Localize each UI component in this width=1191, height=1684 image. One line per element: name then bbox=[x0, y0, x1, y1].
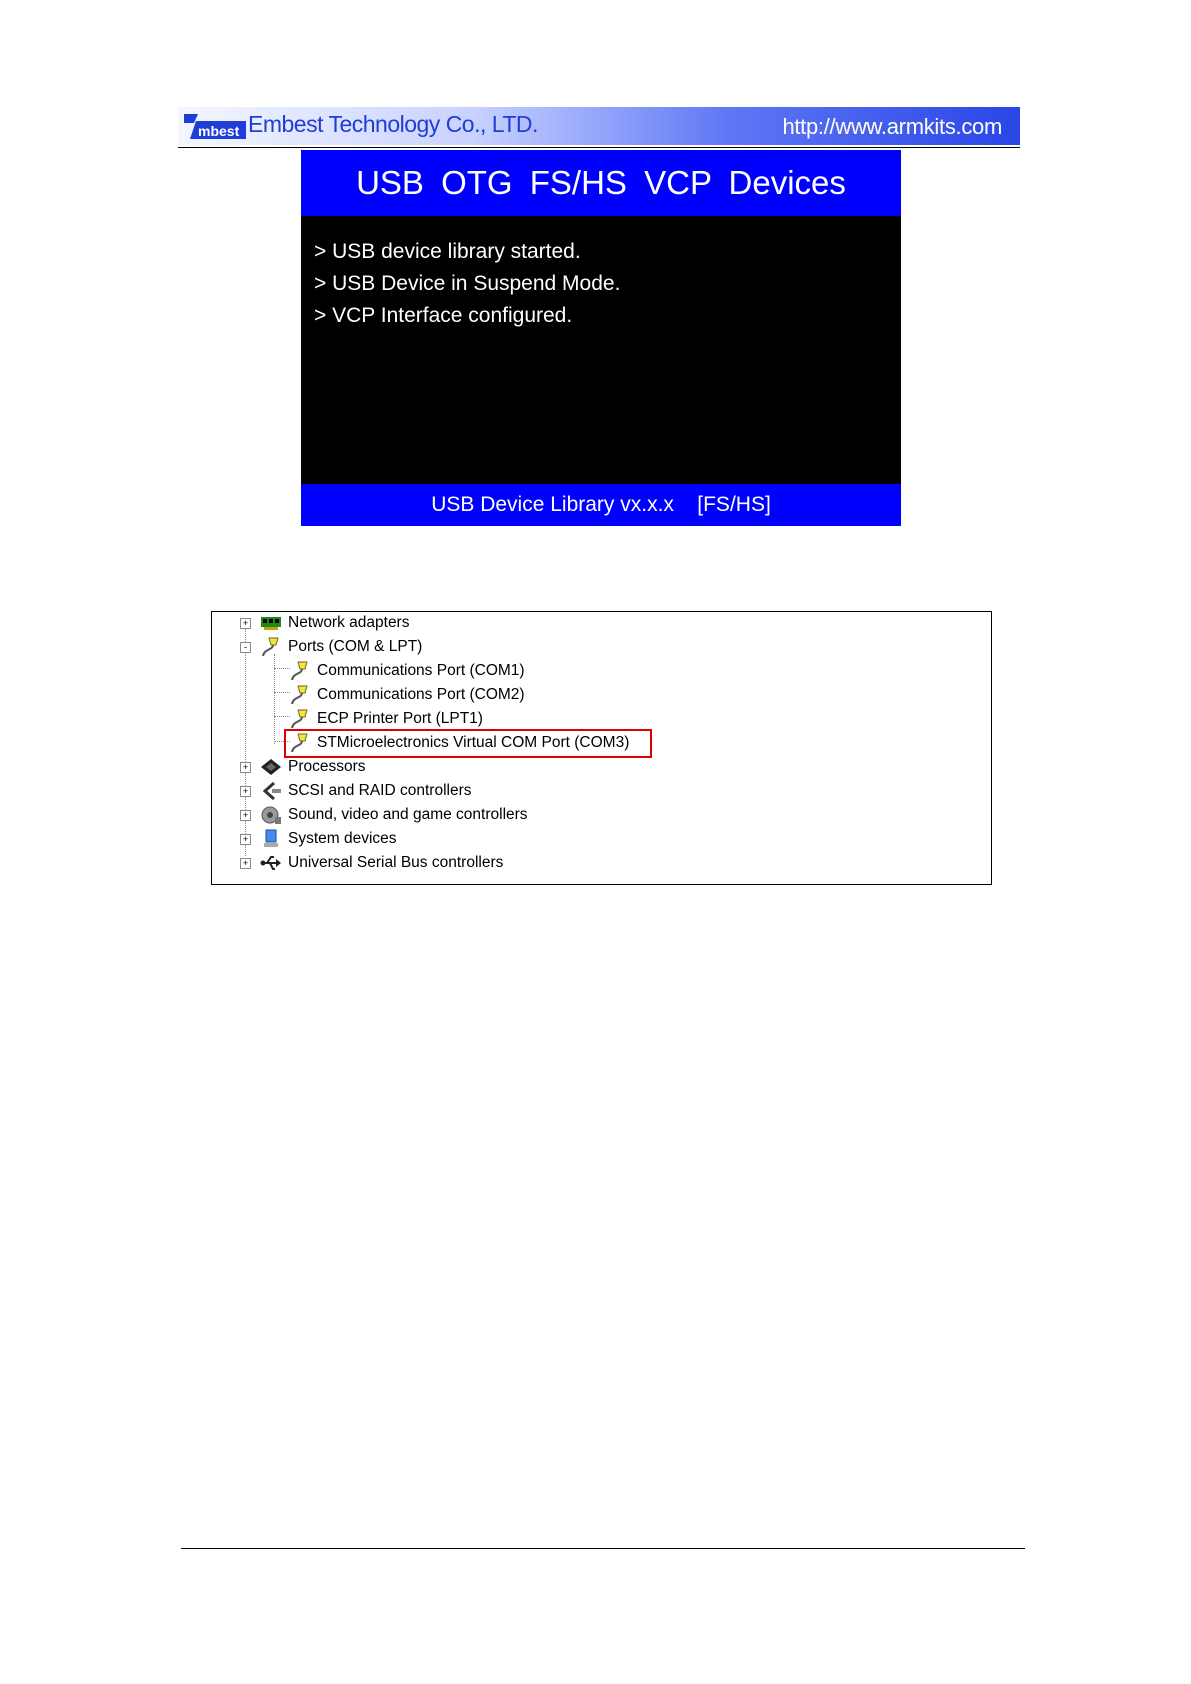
tree-item-label: STMicroelectronics Virtual COM Port (COM3) bbox=[317, 734, 630, 751]
port-connector-icon bbox=[289, 685, 311, 705]
header-divider bbox=[178, 147, 1020, 148]
embest-logo-icon bbox=[184, 111, 246, 141]
processor-chip-icon bbox=[260, 757, 282, 777]
tree-item-network-adapters[interactable] bbox=[260, 612, 409, 634]
tree-item-system-devices[interactable] bbox=[260, 828, 397, 850]
tree-item-ports[interactable] bbox=[260, 636, 422, 658]
tree-item-scsi-raid[interactable] bbox=[260, 780, 472, 802]
tree-item-label: ECP Printer Port (LPT1) bbox=[317, 710, 483, 727]
tree-item-label: Communications Port (COM1) bbox=[317, 662, 525, 679]
expand-toggle[interactable]: + bbox=[240, 810, 251, 821]
tree-item-processors[interactable] bbox=[260, 756, 366, 778]
svg-text:mbest: mbest bbox=[198, 123, 240, 139]
tree-item-label: Communications Port (COM2) bbox=[317, 686, 525, 703]
tree-item-lpt1[interactable] bbox=[289, 708, 483, 730]
tree-connector bbox=[274, 668, 290, 669]
collapse-toggle[interactable]: - bbox=[240, 642, 251, 653]
expand-toggle[interactable]: + bbox=[240, 834, 251, 845]
tree-connector bbox=[274, 692, 290, 693]
tree-item-label: Universal Serial Bus controllers bbox=[288, 854, 504, 871]
tree-item-com2[interactable] bbox=[289, 684, 525, 706]
page-header-banner bbox=[178, 107, 1020, 145]
lcd-message: > USB Device in Suspend Mode. bbox=[314, 272, 621, 295]
port-connector-icon bbox=[289, 709, 311, 729]
port-connector-icon bbox=[289, 733, 311, 753]
tree-item-label: SCSI and RAID controllers bbox=[288, 782, 472, 799]
tree-item-label: Ports (COM & LPT) bbox=[288, 638, 423, 655]
tree-item-com1[interactable] bbox=[289, 660, 525, 682]
tree-item-label: System devices bbox=[288, 830, 397, 847]
footer-divider bbox=[181, 1548, 1025, 1549]
tree-item-stm-vcp-com3[interactable] bbox=[289, 732, 629, 754]
lcd-screen bbox=[301, 150, 901, 526]
tree-connector bbox=[274, 716, 290, 717]
scsi-controller-icon bbox=[260, 781, 282, 801]
expand-toggle[interactable]: + bbox=[240, 618, 251, 629]
speaker-icon bbox=[260, 805, 282, 825]
tree-item-label: Sound, video and game controllers bbox=[288, 806, 528, 823]
computer-icon bbox=[260, 829, 282, 849]
tree-item-label: Network adapters bbox=[288, 614, 410, 631]
expand-toggle[interactable]: + bbox=[240, 762, 251, 773]
lcd-title-bar: USB OTG FS/HS VCP Devices bbox=[301, 150, 901, 216]
device-manager-tree bbox=[211, 611, 992, 885]
tree-item-usb-controllers[interactable] bbox=[260, 852, 503, 874]
network-card-icon bbox=[260, 613, 282, 633]
company-name: Embest Technology Co., LTD. bbox=[248, 111, 538, 137]
lcd-message: > USB device library started. bbox=[314, 240, 581, 263]
port-connector-icon bbox=[289, 661, 311, 681]
port-connector-icon bbox=[260, 637, 282, 657]
lcd-message-list bbox=[314, 236, 620, 332]
tree-item-sound-video[interactable] bbox=[260, 804, 528, 826]
tree-item-label: Processors bbox=[288, 758, 366, 775]
usb-icon bbox=[260, 853, 282, 873]
lcd-message: > VCP Interface configured. bbox=[314, 304, 573, 327]
expand-toggle[interactable]: + bbox=[240, 786, 251, 797]
website-url[interactable]: http://www.armkits.com bbox=[782, 114, 1002, 139]
expand-toggle[interactable]: + bbox=[240, 858, 251, 869]
lcd-footer-bar: USB Device Library vx.x.x [FS/HS] bbox=[301, 484, 901, 526]
